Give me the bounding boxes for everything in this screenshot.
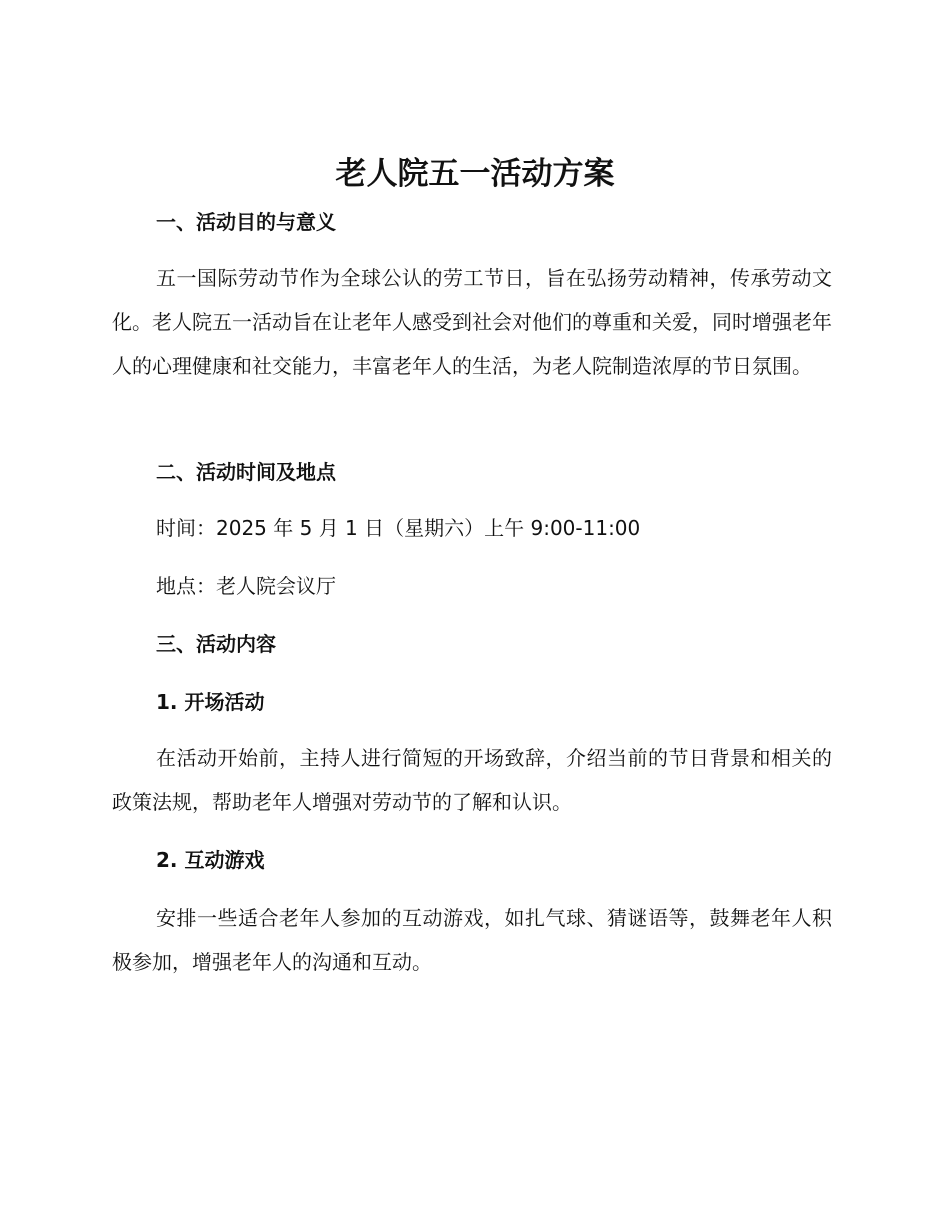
subsection-heading-games: 2. 互动游戏 [156, 848, 265, 872]
document-title: 老人院五一活动方案 [335, 156, 615, 192]
paragraph-purpose: 五一国际劳动节作为全球公认的劳工节日，旨在弘扬劳动精神，传承劳动文化。老人院五一活动旨在让老年人感受到社会对他们的尊重和关爱，同时增强老年人的心理健康和社交能力，丰富老年人的生活，为老人院制造浓厚的节日氛围。 [112, 266, 832, 378]
subsection-heading-opening: 1. 开场活动 [156, 690, 265, 714]
section-heading-time-place: 二、活动时间及地点 [156, 460, 336, 484]
paragraph-games: 安排一些适合老年人参加的互动游戏，如扎气球、猜谜语等，鼓舞老年人积极参加，增强老年人的沟通和互动。 [112, 906, 832, 974]
section-heading-purpose: 一、活动目的与意义 [156, 210, 336, 234]
event-time: 时间：2025 年 5 月 1 日（星期六）上午 9:00-11:00 [156, 516, 641, 540]
section-heading-content: 三、活动内容 [156, 632, 276, 656]
event-place: 地点：老人院会议厅 [156, 574, 336, 598]
paragraph-opening: 在活动开始前，主持人进行简短的开场致辞，介绍当前的节日背景和相关的政策法规，帮助老年人增强对劳动节的了解和认识。 [112, 746, 832, 814]
